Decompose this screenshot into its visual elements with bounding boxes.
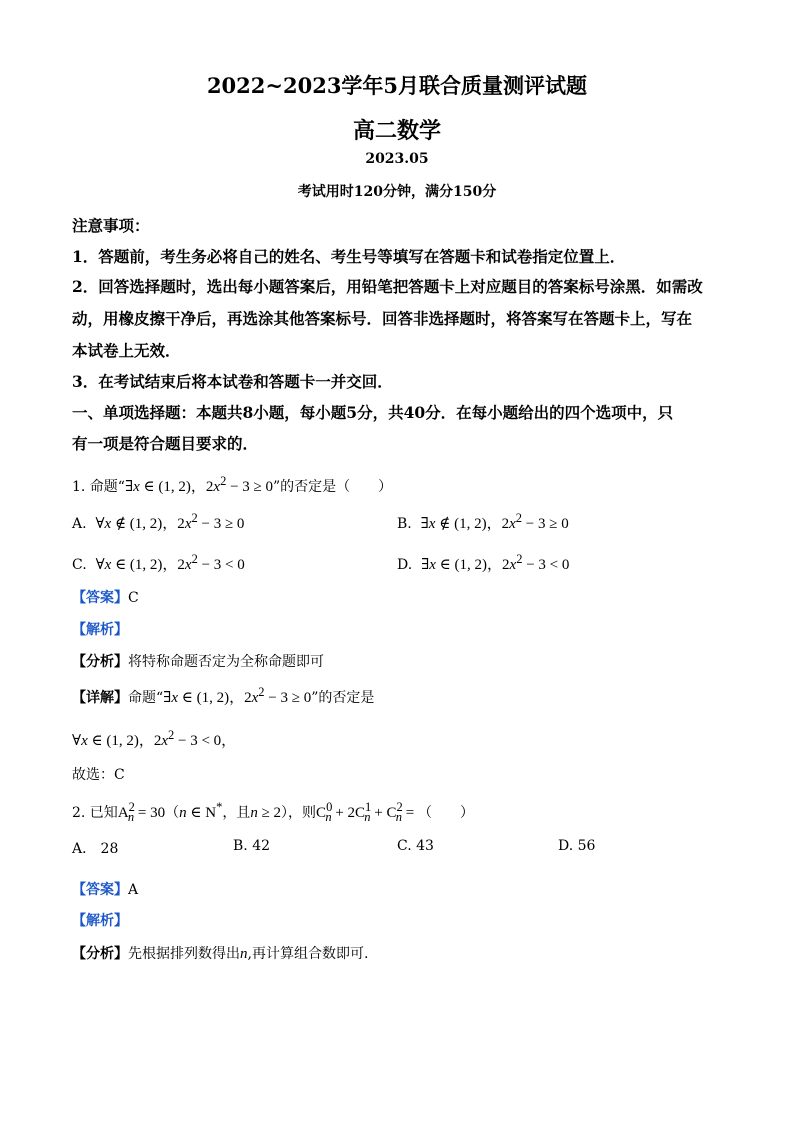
question-2-option-a: A． 28 <box>72 841 119 857</box>
option-d-formula: ∃x ∈ (1, 2)，$2x^2 - 3 < 0$ <box>421 552 570 573</box>
question-1-stem-end: ”的否定是（ ） <box>273 479 393 495</box>
question-1-negation <box>72 728 236 750</box>
answer-value: C <box>128 590 139 606</box>
question-2-cond-mid: ，且 <box>222 805 251 821</box>
question-1-detail <box>72 685 374 707</box>
fenxi-tag: 【分析】 <box>72 946 128 962</box>
question-2-domain: n ∈ N* <box>179 800 223 821</box>
question-2-option-b: B. 42 <box>233 838 271 854</box>
question-1-fenxi <box>72 651 324 671</box>
question-2-stem-end: （ ） <box>417 805 474 821</box>
answer-value: A <box>128 882 139 898</box>
notes-item-2-line-3: 本试卷上无效． <box>72 341 181 360</box>
option-b-formula: ∃x ∉ (1, 2)，$2x^2 - 3 \ge 0$ <box>420 511 569 532</box>
option-b-label: B. <box>397 516 412 532</box>
notes-item-2-line-1: 2．回答选择题时，选出每小题答案后，用铅笔把答题卡上对应题目的答案标号涂黑．如需改 <box>72 277 703 296</box>
exam-subject: 高二数学 <box>352 118 441 144</box>
question-2-cond-end: ），则 <box>281 805 317 821</box>
question-2-answer <box>72 879 138 899</box>
option-a-label: A. <box>72 516 87 532</box>
option-d-label: D. <box>397 557 413 573</box>
section-heading-line-2: 有一项是符合题目要求的． <box>72 434 259 453</box>
section-heading-line-1: 一、单项选择题：本题共8小题，每小题5分，共40分．在每小题给出的四个选项中，只 <box>72 403 674 422</box>
fenxi-text: 将特称命题否定为全称命题即可 <box>128 654 324 670</box>
option-c-label: C. <box>72 557 87 573</box>
notes-item-2-line-2: 动，用橡皮擦干净后，再选涂其他答案标号．回答非选择题时，将答案写在答题卡上，写在 <box>72 309 693 328</box>
fenxi-post: ,再计算组合数即可. <box>247 946 369 962</box>
answer-tag: 【答案】 <box>72 590 128 606</box>
negation-formula: ∀x ∈ (1, 2)，$2x^2 - 3 < 0$， <box>72 728 237 749</box>
question-1-stem <box>72 474 392 496</box>
detail-post: ”的否定是 <box>311 690 375 706</box>
question-2-option-d: D. 56 <box>558 838 596 854</box>
question-2-option-c: C. 43 <box>397 838 434 854</box>
question-2-bound: n ≥ 2 <box>250 805 282 821</box>
detail-pre: 命题“ <box>128 690 164 706</box>
question-2-number: 2. 已知 <box>72 805 118 821</box>
question-2-analysis <box>72 910 128 930</box>
question-1-option-a <box>72 511 244 533</box>
question-1-formula: ∃x ∈ (1, 2)，$2x^2 - 3 \ge 0$ <box>124 474 274 495</box>
question-1-option-b <box>397 511 569 533</box>
fenxi-tag: 【分析】 <box>72 654 128 670</box>
question-1-conclusion: 故选：C <box>72 767 125 783</box>
option-c-formula: ∀x ∈ (1, 2)，$2x^2 - 3 < 0$ <box>95 552 245 573</box>
analysis-tag: 【解析】 <box>72 913 128 929</box>
question-2-fenxi <box>72 943 368 963</box>
option-a-formula: ∀x ∉ (1, 2)，$2x^2 - 3 \ge 0$ <box>95 511 245 532</box>
detail-tag: 【详解】 <box>72 690 128 706</box>
question-2-combination: $C^0_n + 2C^1_n + C^2_n$ = <box>316 800 418 824</box>
exam-date: 2023.05 <box>365 151 429 167</box>
question-2-stem <box>72 800 474 825</box>
question-1-number: 1. 命题“ <box>72 479 125 495</box>
question-1-option-d <box>397 552 569 574</box>
fenxi-pre: 先根据排列数得出 <box>128 946 240 962</box>
fenxi-var: n <box>240 946 248 962</box>
answer-tag: 【答案】 <box>72 882 128 898</box>
notes-item-3: 3．在考试结束后将本试卷和答题卡一并交回． <box>72 372 393 391</box>
detail-formula: ∃x ∈ (1, 2)，$2x^2 - 3 \ge 0$ <box>163 685 312 706</box>
question-1-answer <box>72 587 139 607</box>
question-2-cond-open: （ <box>165 805 180 821</box>
exam-title: 2022~2023学年5月联合质量测评试题 <box>206 73 588 98</box>
notes-item-1: 1．答题前，考生务必将自己的姓名、考生号等填写在答题卡和试卷指定位置上． <box>72 247 626 266</box>
exam-info: 考试用时120分钟，满分150分 <box>297 184 497 200</box>
question-1-analysis <box>72 619 128 639</box>
notes-heading: 注意事项： <box>72 216 150 235</box>
question-2-arrangement: $A^2_n = 30$ <box>117 800 166 824</box>
analysis-tag: 【解析】 <box>72 622 128 638</box>
question-1-option-c <box>72 552 245 574</box>
